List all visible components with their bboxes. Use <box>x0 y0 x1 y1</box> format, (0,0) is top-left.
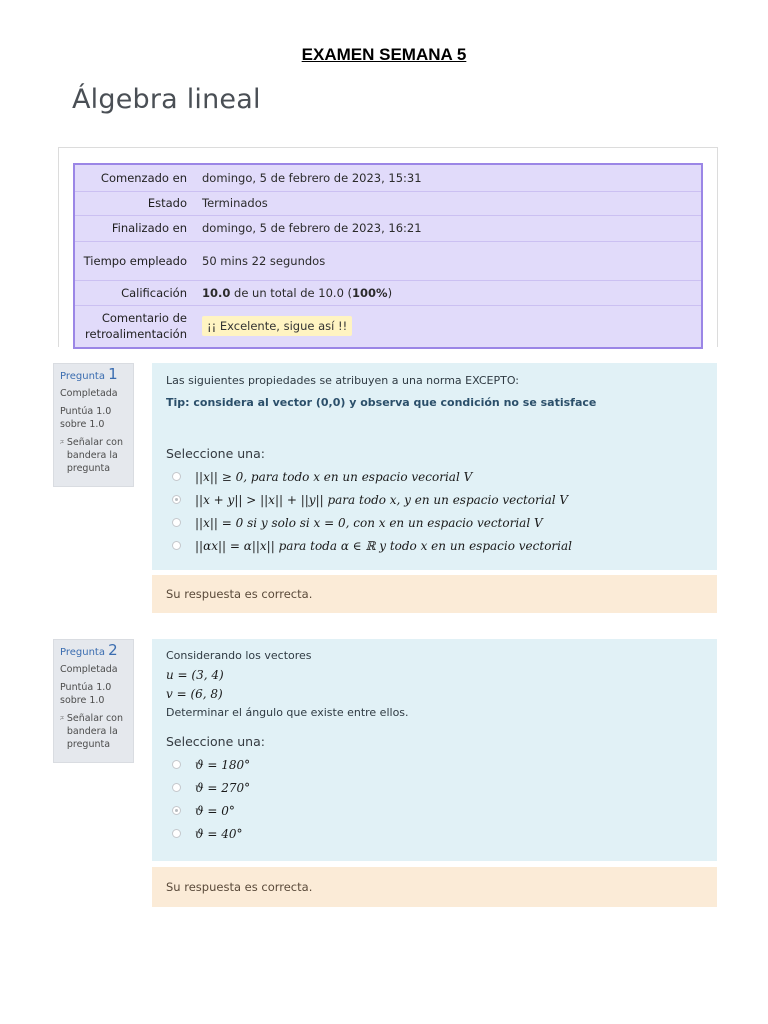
question-1-info <box>53 363 134 487</box>
document-heading: EXAMEN SEMANA 5 <box>301 45 467 64</box>
summary-value: domingo, 5 de febrero de 2023, 15:31 <box>194 164 702 191</box>
question-2-feedback <box>152 867 717 907</box>
answer-option[interactable] <box>166 753 703 776</box>
summary-row-feedback <box>74 305 702 348</box>
summary-row-started <box>74 164 702 191</box>
grade-percent: 100% <box>352 285 388 300</box>
summary-label: Tiempo empleado <box>74 241 194 280</box>
summary-value: 50 mins 22 segundos <box>194 241 702 280</box>
question-number-value: 1 <box>108 365 118 383</box>
summary-label: Estado <box>74 191 194 215</box>
summary-label: Calificación <box>74 280 194 305</box>
radio-icon[interactable] <box>172 518 181 527</box>
radio-icon[interactable] <box>172 760 181 769</box>
flag-label: Señalar con bandera la pregunta <box>66 437 124 474</box>
question-status: Completada <box>60 664 118 675</box>
flag-icon <box>60 437 64 447</box>
question-tip: Tip: considera al vector (0,0) y observa que condición no se satisface <box>166 396 597 409</box>
vector-u: u = (3, 4) <box>166 668 224 682</box>
question-text: Las siguientes propiedades se atribuyen a una norma EXCEPTO: <box>166 374 520 387</box>
option-text: ϑ = 270° <box>195 780 251 795</box>
question-2-content <box>152 639 717 861</box>
course-title: Álgebra lineal <box>72 84 261 115</box>
question-1-content <box>152 363 717 570</box>
question-number <box>60 365 127 383</box>
option-text: ||x|| ≥ 0, para todo x en un espacio vecorial V <box>195 469 473 484</box>
summary-label: Comenzado en <box>74 164 194 191</box>
radio-icon[interactable] <box>172 495 181 504</box>
question-score: Puntúa 1.0 sobre 1.0 <box>60 682 112 706</box>
answer-option[interactable] <box>166 488 703 511</box>
option-text: ||αx|| = α||x|| para toda α ∈ ℝ y todo x en un espacio vectorial <box>195 538 572 553</box>
feedback-text: Su respuesta es correcta. <box>166 587 313 601</box>
question-instruction: Determinar el ángulo que existe entre ellos. <box>166 706 409 719</box>
select-label: Seleccione una: <box>166 446 265 461</box>
grade-total: de un total de 10.0 ( <box>230 285 353 300</box>
summary-row-time <box>74 241 702 280</box>
summary-row-grade <box>74 280 702 305</box>
flag-label: Señalar con bandera la pregunta <box>66 713 124 750</box>
radio-icon[interactable] <box>172 541 181 550</box>
question-score: Puntúa 1.0 sobre 1.0 <box>60 406 112 430</box>
radio-icon[interactable] <box>172 806 181 815</box>
flag-icon <box>60 713 64 723</box>
question-2-info <box>53 639 134 763</box>
question-text: Considerando los vectores <box>166 649 312 662</box>
flag-question-link[interactable] <box>60 436 127 475</box>
summary-value: Terminados <box>194 191 702 215</box>
summary-value <box>194 280 702 305</box>
grade-close: ) <box>387 285 393 300</box>
option-text: ϑ = 180° <box>195 757 251 772</box>
summary-label: Finalizado en <box>74 215 194 241</box>
option-text: ||x + y|| > ||x|| + ||y|| para todo x, y en un espacio vectorial V <box>195 492 569 507</box>
radio-icon[interactable] <box>172 783 181 792</box>
select-label: Seleccione una: <box>166 734 265 749</box>
flag-question-link[interactable] <box>60 712 127 751</box>
radio-icon[interactable] <box>172 472 181 481</box>
radio-icon[interactable] <box>172 829 181 838</box>
grade-value: 10.0 <box>202 285 231 300</box>
summary-value <box>194 305 702 348</box>
vector-v: v = (6, 8) <box>166 687 223 701</box>
question-status: Completada <box>60 388 118 399</box>
option-text: ϑ = 0° <box>195 803 235 818</box>
feedback-text: Su respuesta es correcta. <box>166 880 313 894</box>
question-label: Pregunta <box>60 371 105 382</box>
answer-option[interactable] <box>166 465 703 488</box>
summary-row-state <box>74 191 702 215</box>
question-number <box>60 641 127 659</box>
attempt-summary-table <box>73 163 703 349</box>
answer-option[interactable] <box>166 822 703 845</box>
overall-feedback-badge: ¡¡ Excelente, sigue así !! <box>202 316 352 336</box>
answer-option[interactable] <box>166 776 703 799</box>
option-text: ||x|| = 0 si y solo si x = 0, con x en un espacio vectorial V <box>195 515 543 530</box>
question-1-feedback <box>152 575 717 613</box>
summary-value: domingo, 5 de febrero de 2023, 16:21 <box>194 215 702 241</box>
answer-option[interactable] <box>166 534 703 557</box>
summary-row-finished <box>74 215 702 241</box>
summary-label: Comentario de retroalimentación <box>85 311 187 342</box>
question-number-value: 2 <box>108 641 118 659</box>
option-text: ϑ = 40° <box>195 826 243 841</box>
question-label: Pregunta <box>60 647 105 658</box>
answer-option[interactable] <box>166 511 703 534</box>
answer-option[interactable] <box>166 799 703 822</box>
